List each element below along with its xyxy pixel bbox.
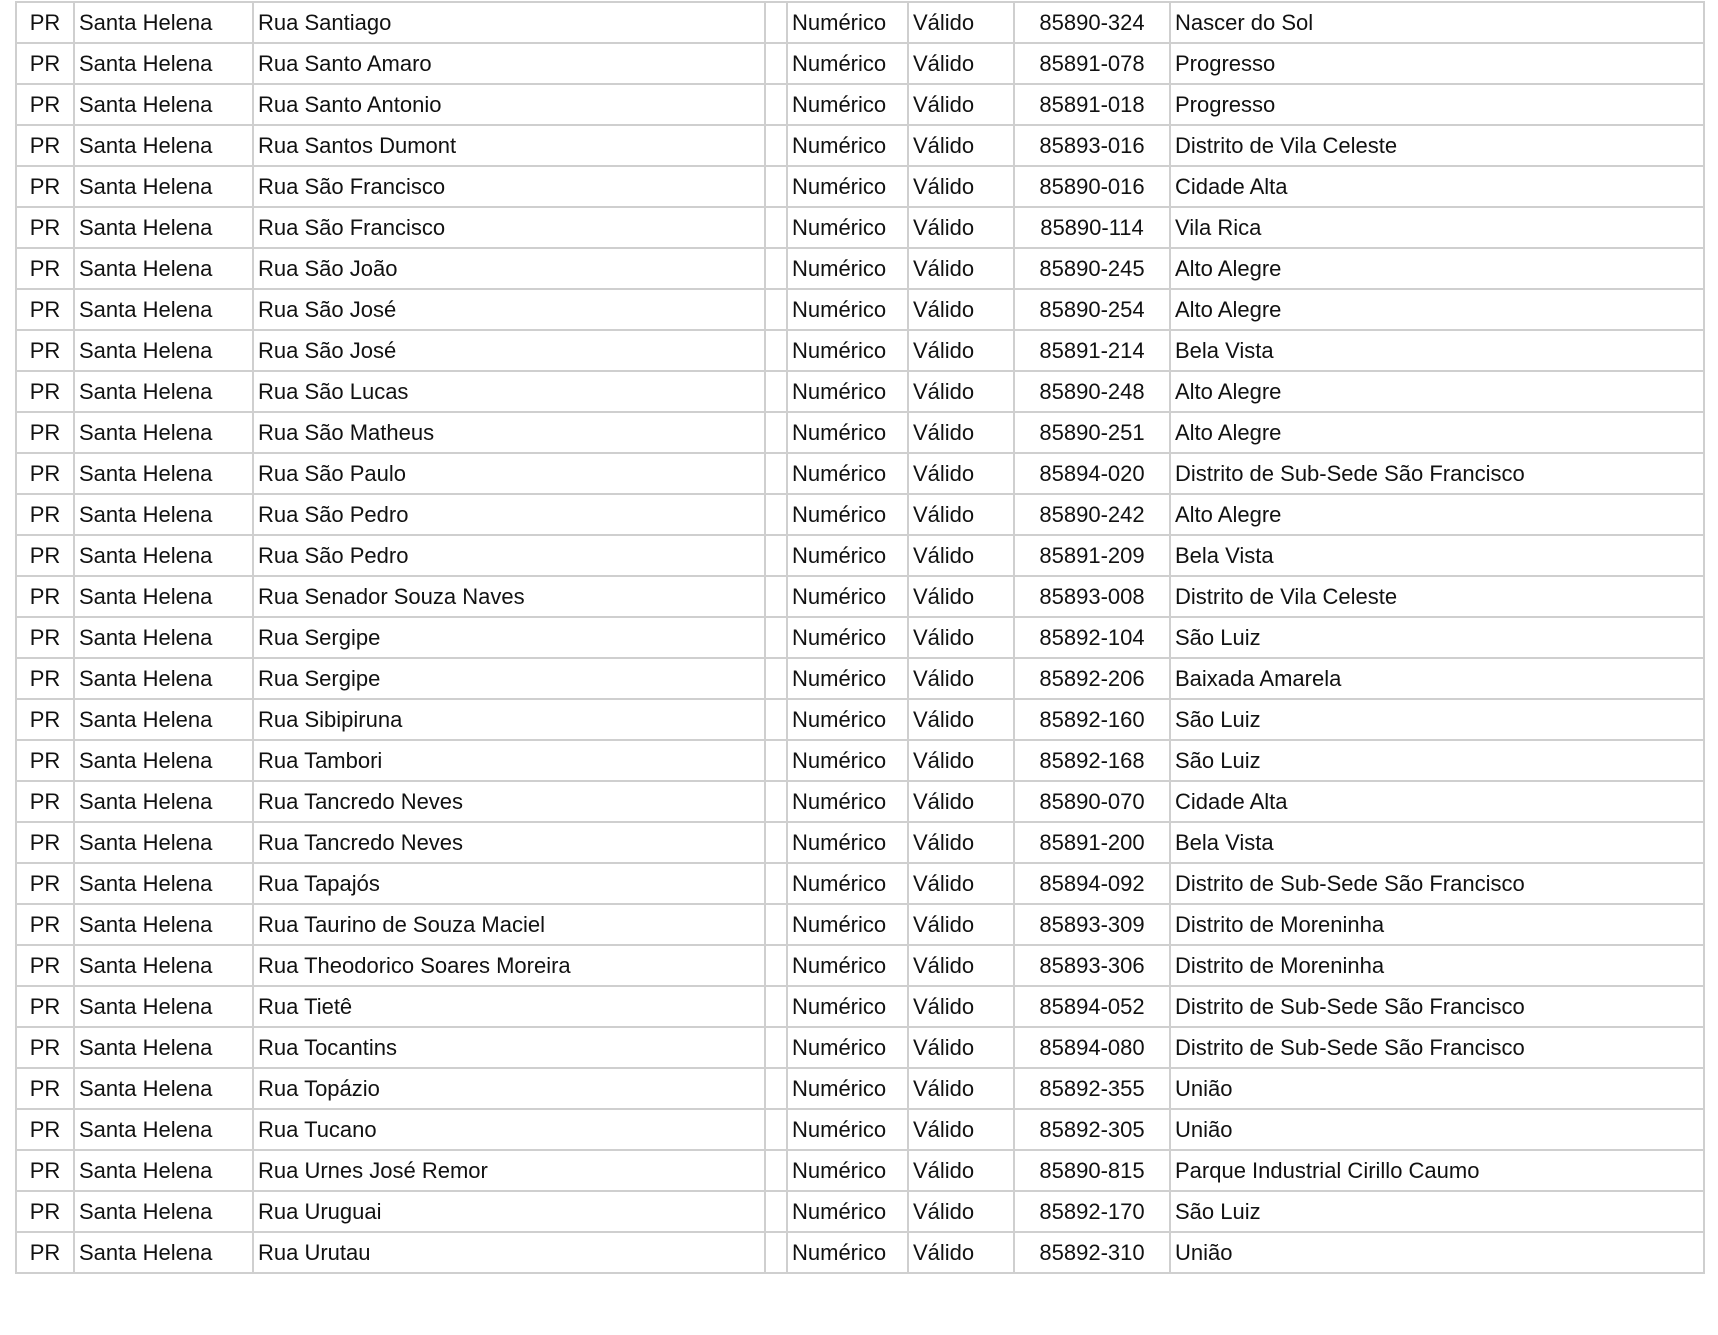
cell-blank (765, 986, 787, 1027)
cell-cidade: Santa Helena (74, 166, 253, 207)
cell-uf: PR (16, 617, 74, 658)
cell-bairro: Bela Vista (1170, 822, 1704, 863)
cell-blank (765, 207, 787, 248)
cell-cep: 85891-200 (1014, 822, 1170, 863)
cell-cep: 85893-016 (1014, 125, 1170, 166)
cell-bairro: Baixada Amarela (1170, 658, 1704, 699)
cell-uf: PR (16, 658, 74, 699)
cell-tipo: Numérico (787, 1150, 908, 1191)
cell-blank (765, 1068, 787, 1109)
cell-situacao: Válido (908, 330, 1014, 371)
cell-situacao: Válido (908, 617, 1014, 658)
cell-cep: 85892-305 (1014, 1109, 1170, 1150)
cell-tipo: Numérico (787, 781, 908, 822)
table-row (16, 2, 1704, 43)
cell-situacao: Válido (908, 84, 1014, 125)
cell-cidade: Santa Helena (74, 986, 253, 1027)
cell-uf: PR (16, 945, 74, 986)
cell-logradouro: Rua Senador Souza Naves (253, 576, 765, 617)
cell-uf: PR (16, 84, 74, 125)
cep-table-body (16, 2, 1704, 1273)
cell-cep: 85891-078 (1014, 43, 1170, 84)
cell-tipo: Numérico (787, 986, 908, 1027)
cell-cidade: Santa Helena (74, 1191, 253, 1232)
table-row (16, 740, 1704, 781)
cell-uf: PR (16, 576, 74, 617)
cell-cidade: Santa Helena (74, 494, 253, 535)
cell-bairro: Bela Vista (1170, 330, 1704, 371)
cell-cep: 85893-309 (1014, 904, 1170, 945)
cell-cep: 85890-245 (1014, 248, 1170, 289)
cell-cep: 85890-254 (1014, 289, 1170, 330)
cep-table (15, 1, 1705, 1274)
cell-cep: 85890-242 (1014, 494, 1170, 535)
cell-blank (765, 43, 787, 84)
cell-uf: PR (16, 699, 74, 740)
cell-uf: PR (16, 330, 74, 371)
cell-tipo: Numérico (787, 43, 908, 84)
cell-tipo: Numérico (787, 822, 908, 863)
cell-situacao: Válido (908, 535, 1014, 576)
cell-blank (765, 945, 787, 986)
cell-uf: PR (16, 43, 74, 84)
table-row (16, 248, 1704, 289)
cell-blank (765, 248, 787, 289)
cell-situacao: Válido (908, 1027, 1014, 1068)
cell-blank (765, 1150, 787, 1191)
cell-tipo: Numérico (787, 1068, 908, 1109)
cell-cep: 85890-251 (1014, 412, 1170, 453)
cell-tipo: Numérico (787, 863, 908, 904)
cell-tipo: Numérico (787, 658, 908, 699)
cell-uf: PR (16, 740, 74, 781)
table-row (16, 617, 1704, 658)
cell-cidade: Santa Helena (74, 1232, 253, 1273)
cell-cep: 85890-016 (1014, 166, 1170, 207)
cell-uf: PR (16, 822, 74, 863)
cell-cidade: Santa Helena (74, 1150, 253, 1191)
cell-uf: PR (16, 494, 74, 535)
table-row (16, 84, 1704, 125)
cell-bairro: São Luiz (1170, 1191, 1704, 1232)
cell-situacao: Válido (908, 43, 1014, 84)
table-row (16, 43, 1704, 84)
cell-bairro: Alto Alegre (1170, 289, 1704, 330)
cell-logradouro: Rua Tancredo Neves (253, 822, 765, 863)
cell-blank (765, 781, 787, 822)
cell-bairro: Cidade Alta (1170, 166, 1704, 207)
table-row (16, 945, 1704, 986)
cell-logradouro: Rua Santo Antonio (253, 84, 765, 125)
cell-uf: PR (16, 125, 74, 166)
cell-bairro: Distrito de Sub-Sede São Francisco (1170, 986, 1704, 1027)
cell-tipo: Numérico (787, 412, 908, 453)
table-row (16, 699, 1704, 740)
cell-tipo: Numérico (787, 494, 908, 535)
cell-logradouro: Rua Tietê (253, 986, 765, 1027)
cell-cidade: Santa Helena (74, 371, 253, 412)
cell-situacao: Válido (908, 945, 1014, 986)
cell-cidade: Santa Helena (74, 535, 253, 576)
cell-cidade: Santa Helena (74, 658, 253, 699)
cell-tipo: Numérico (787, 945, 908, 986)
cell-cep: 85890-114 (1014, 207, 1170, 248)
cell-blank (765, 1191, 787, 1232)
cell-blank (765, 289, 787, 330)
cell-bairro: Nascer do Sol (1170, 2, 1704, 43)
cell-situacao: Válido (908, 1191, 1014, 1232)
cell-logradouro: Rua Tancredo Neves (253, 781, 765, 822)
cell-cep: 85892-104 (1014, 617, 1170, 658)
table-row (16, 166, 1704, 207)
table-row (16, 371, 1704, 412)
cell-cidade: Santa Helena (74, 289, 253, 330)
cell-blank (765, 166, 787, 207)
cell-cidade: Santa Helena (74, 2, 253, 43)
cell-situacao: Válido (908, 1068, 1014, 1109)
cell-bairro: Distrito de Sub-Sede São Francisco (1170, 863, 1704, 904)
cell-blank (765, 658, 787, 699)
cell-tipo: Numérico (787, 125, 908, 166)
cell-logradouro: Rua Urnes José Remor (253, 1150, 765, 1191)
cell-cidade: Santa Helena (74, 904, 253, 945)
cell-uf: PR (16, 453, 74, 494)
cell-bairro: Distrito de Vila Celeste (1170, 576, 1704, 617)
cell-blank (765, 863, 787, 904)
cell-bairro: Vila Rica (1170, 207, 1704, 248)
cell-bairro: Progresso (1170, 43, 1704, 84)
cell-blank (765, 617, 787, 658)
cell-uf: PR (16, 1027, 74, 1068)
cell-uf: PR (16, 289, 74, 330)
cell-tipo: Numérico (787, 207, 908, 248)
cell-tipo: Numérico (787, 1109, 908, 1150)
cell-blank (765, 453, 787, 494)
cell-blank (765, 822, 787, 863)
cell-uf: PR (16, 863, 74, 904)
cell-logradouro: Rua Tocantins (253, 1027, 765, 1068)
cell-bairro: Distrito de Moreninha (1170, 945, 1704, 986)
cell-bairro: Bela Vista (1170, 535, 1704, 576)
cell-logradouro: Rua Theodorico Soares Moreira (253, 945, 765, 986)
table-row (16, 494, 1704, 535)
cell-cep: 85890-248 (1014, 371, 1170, 412)
cell-blank (765, 2, 787, 43)
cell-cidade: Santa Helena (74, 822, 253, 863)
cell-bairro: Progresso (1170, 84, 1704, 125)
cell-logradouro: Rua São José (253, 289, 765, 330)
cell-cidade: Santa Helena (74, 863, 253, 904)
cell-cep: 85893-008 (1014, 576, 1170, 617)
cell-blank (765, 1109, 787, 1150)
cell-blank (765, 84, 787, 125)
cell-blank (765, 125, 787, 166)
cell-cidade: Santa Helena (74, 740, 253, 781)
cell-uf: PR (16, 1068, 74, 1109)
cell-logradouro: Rua Topázio (253, 1068, 765, 1109)
cell-logradouro: Rua Sergipe (253, 617, 765, 658)
table-row (16, 1232, 1704, 1273)
cell-uf: PR (16, 412, 74, 453)
cell-uf: PR (16, 986, 74, 1027)
cell-tipo: Numérico (787, 84, 908, 125)
cell-tipo: Numérico (787, 1191, 908, 1232)
cell-blank (765, 371, 787, 412)
cell-cidade: Santa Helena (74, 84, 253, 125)
cell-situacao: Válido (908, 1109, 1014, 1150)
cell-logradouro: Rua Uruguai (253, 1191, 765, 1232)
table-row (16, 453, 1704, 494)
cell-situacao: Válido (908, 289, 1014, 330)
cell-tipo: Numérico (787, 699, 908, 740)
cell-tipo: Numérico (787, 1232, 908, 1273)
cell-uf: PR (16, 166, 74, 207)
cell-logradouro: Rua Tucano (253, 1109, 765, 1150)
table-row (16, 1191, 1704, 1232)
cell-bairro: Alto Alegre (1170, 494, 1704, 535)
cell-situacao: Válido (908, 781, 1014, 822)
cell-tipo: Numérico (787, 166, 908, 207)
cell-cep: 85891-209 (1014, 535, 1170, 576)
cell-situacao: Válido (908, 125, 1014, 166)
cell-blank (765, 1027, 787, 1068)
cell-cep: 85892-355 (1014, 1068, 1170, 1109)
table-row (16, 1150, 1704, 1191)
cell-tipo: Numérico (787, 248, 908, 289)
cell-situacao: Válido (908, 822, 1014, 863)
cell-blank (765, 412, 787, 453)
cell-logradouro: Rua Sergipe (253, 658, 765, 699)
cell-blank (765, 904, 787, 945)
cell-logradouro: Rua Santiago (253, 2, 765, 43)
cell-situacao: Válido (908, 699, 1014, 740)
cell-situacao: Válido (908, 494, 1014, 535)
cell-situacao: Válido (908, 658, 1014, 699)
cell-cidade: Santa Helena (74, 576, 253, 617)
cell-blank (765, 535, 787, 576)
cell-bairro: Cidade Alta (1170, 781, 1704, 822)
cell-bairro: São Luiz (1170, 617, 1704, 658)
cell-logradouro: Rua Santo Amaro (253, 43, 765, 84)
cell-situacao: Válido (908, 166, 1014, 207)
cell-cidade: Santa Helena (74, 699, 253, 740)
cell-bairro: Distrito de Sub-Sede São Francisco (1170, 1027, 1704, 1068)
cell-logradouro: Rua Taurino de Souza Maciel (253, 904, 765, 945)
cell-situacao: Válido (908, 2, 1014, 43)
cell-cidade: Santa Helena (74, 617, 253, 658)
cell-blank (765, 1232, 787, 1273)
cell-tipo: Numérico (787, 289, 908, 330)
cell-bairro: União (1170, 1109, 1704, 1150)
cell-logradouro: Rua São José (253, 330, 765, 371)
cell-tipo: Numérico (787, 617, 908, 658)
cell-blank (765, 494, 787, 535)
cell-uf: PR (16, 535, 74, 576)
cell-tipo: Numérico (787, 2, 908, 43)
cell-logradouro: Rua Tapajós (253, 863, 765, 904)
cell-logradouro: Rua São Lucas (253, 371, 765, 412)
cell-situacao: Válido (908, 371, 1014, 412)
cell-bairro: São Luiz (1170, 740, 1704, 781)
table-row (16, 125, 1704, 166)
cell-situacao: Válido (908, 248, 1014, 289)
cell-bairro: União (1170, 1068, 1704, 1109)
cell-blank (765, 330, 787, 371)
cell-situacao: Válido (908, 740, 1014, 781)
table-row (16, 330, 1704, 371)
cell-situacao: Válido (908, 412, 1014, 453)
cell-cep: 85894-080 (1014, 1027, 1170, 1068)
cell-uf: PR (16, 781, 74, 822)
cell-logradouro: Rua Sibipiruna (253, 699, 765, 740)
cell-uf: PR (16, 2, 74, 43)
cell-cidade: Santa Helena (74, 43, 253, 84)
cell-uf: PR (16, 1191, 74, 1232)
cell-tipo: Numérico (787, 576, 908, 617)
cell-cidade: Santa Helena (74, 330, 253, 371)
cell-cidade: Santa Helena (74, 453, 253, 494)
cell-logradouro: Rua São Pedro (253, 535, 765, 576)
cell-logradouro: Rua Urutau (253, 1232, 765, 1273)
cell-cep: 85892-310 (1014, 1232, 1170, 1273)
table-row (16, 781, 1704, 822)
cell-uf: PR (16, 1232, 74, 1273)
cell-logradouro: Rua São Paulo (253, 453, 765, 494)
cell-cep: 85890-324 (1014, 2, 1170, 43)
cell-situacao: Válido (908, 576, 1014, 617)
cell-situacao: Válido (908, 986, 1014, 1027)
table-row (16, 289, 1704, 330)
cell-blank (765, 699, 787, 740)
cell-bairro: Distrito de Vila Celeste (1170, 125, 1704, 166)
table-row (16, 986, 1704, 1027)
cell-bairro: Alto Alegre (1170, 412, 1704, 453)
cell-uf: PR (16, 371, 74, 412)
table-row (16, 207, 1704, 248)
table-row (16, 863, 1704, 904)
cell-cep: 85892-168 (1014, 740, 1170, 781)
cell-situacao: Válido (908, 207, 1014, 248)
cell-logradouro: Rua São Matheus (253, 412, 765, 453)
cell-cep: 85894-092 (1014, 863, 1170, 904)
cell-cep: 85894-052 (1014, 986, 1170, 1027)
cell-blank (765, 576, 787, 617)
cell-cidade: Santa Helena (74, 945, 253, 986)
cell-cep: 85892-160 (1014, 699, 1170, 740)
table-row (16, 658, 1704, 699)
cell-logradouro: Rua Tambori (253, 740, 765, 781)
cell-tipo: Numérico (787, 904, 908, 945)
cell-bairro: Parque Industrial Cirillo Caumo (1170, 1150, 1704, 1191)
table-row (16, 1109, 1704, 1150)
cell-cidade: Santa Helena (74, 248, 253, 289)
cell-tipo: Numérico (787, 330, 908, 371)
cell-logradouro: Rua Santos Dumont (253, 125, 765, 166)
cell-logradouro: Rua São João (253, 248, 765, 289)
cell-cidade: Santa Helena (74, 1027, 253, 1068)
cell-tipo: Numérico (787, 453, 908, 494)
cell-situacao: Válido (908, 1232, 1014, 1273)
cell-uf: PR (16, 1109, 74, 1150)
cell-cidade: Santa Helena (74, 781, 253, 822)
table-row (16, 535, 1704, 576)
cell-cep: 85894-020 (1014, 453, 1170, 494)
cell-bairro: Alto Alegre (1170, 248, 1704, 289)
table-row (16, 1068, 1704, 1109)
cell-logradouro: Rua São Francisco (253, 207, 765, 248)
cell-situacao: Válido (908, 1150, 1014, 1191)
table-row (16, 412, 1704, 453)
cell-cep: 85891-214 (1014, 330, 1170, 371)
cell-cep: 85893-306 (1014, 945, 1170, 986)
cell-tipo: Numérico (787, 371, 908, 412)
cell-cidade: Santa Helena (74, 412, 253, 453)
table-row (16, 904, 1704, 945)
cell-bairro: Distrito de Sub-Sede São Francisco (1170, 453, 1704, 494)
cell-logradouro: Rua São Pedro (253, 494, 765, 535)
cell-uf: PR (16, 904, 74, 945)
cell-cidade: Santa Helena (74, 207, 253, 248)
cell-bairro: União (1170, 1232, 1704, 1273)
cell-bairro: São Luiz (1170, 699, 1704, 740)
cell-uf: PR (16, 207, 74, 248)
table-row (16, 576, 1704, 617)
table-row (16, 1027, 1704, 1068)
cell-cep: 85890-070 (1014, 781, 1170, 822)
cell-situacao: Válido (908, 453, 1014, 494)
table-row (16, 822, 1704, 863)
cell-bairro: Distrito de Moreninha (1170, 904, 1704, 945)
cell-tipo: Numérico (787, 740, 908, 781)
cell-logradouro: Rua São Francisco (253, 166, 765, 207)
cell-cep: 85892-206 (1014, 658, 1170, 699)
cell-situacao: Válido (908, 863, 1014, 904)
cell-uf: PR (16, 1150, 74, 1191)
cell-cidade: Santa Helena (74, 1068, 253, 1109)
cell-bairro: Alto Alegre (1170, 371, 1704, 412)
cell-uf: PR (16, 248, 74, 289)
cell-blank (765, 740, 787, 781)
cell-cidade: Santa Helena (74, 1109, 253, 1150)
cell-cidade: Santa Helena (74, 125, 253, 166)
cell-cep: 85892-170 (1014, 1191, 1170, 1232)
cell-tipo: Numérico (787, 535, 908, 576)
cell-cep: 85891-018 (1014, 84, 1170, 125)
cell-cep: 85890-815 (1014, 1150, 1170, 1191)
cell-tipo: Numérico (787, 1027, 908, 1068)
cell-situacao: Válido (908, 904, 1014, 945)
